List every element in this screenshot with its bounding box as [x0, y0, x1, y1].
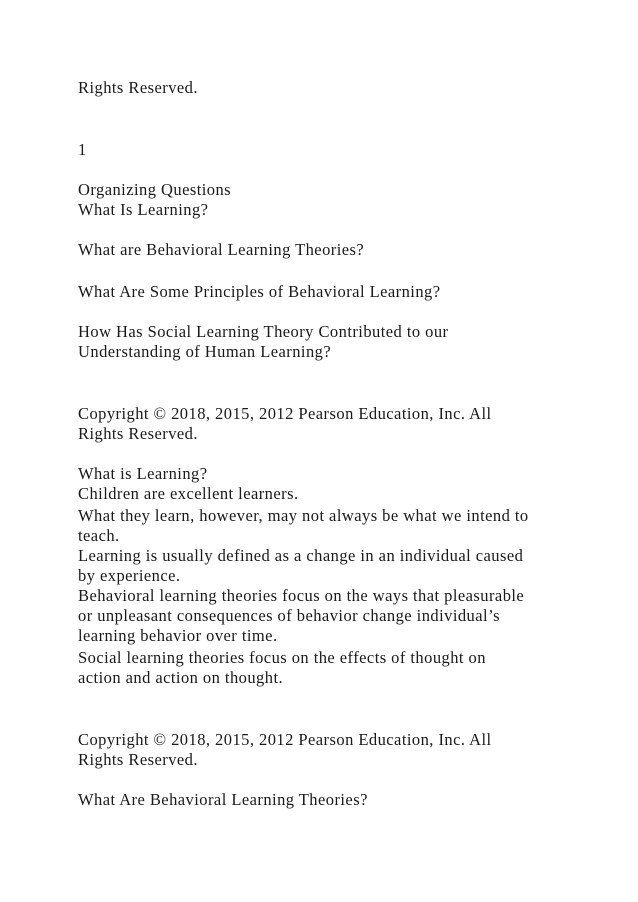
- body-text-line: by experience.: [78, 566, 181, 585]
- body-text-line: or unpleasant consequences of behavior change individual’s: [78, 606, 500, 625]
- copyright-text: Copyright © 2018, 2015, 2012 Pearson Education, Inc. All: [78, 730, 492, 749]
- slide-heading: What Are Behavioral Learning Theories?: [78, 790, 368, 809]
- body-text-line: Children are excellent learners.: [78, 484, 299, 503]
- body-text-line: action and action on thought.: [78, 668, 284, 687]
- rights-reserved-text: Rights Reserved.: [78, 424, 198, 443]
- body-text-line: What they learn, however, may not always be what we intend to: [78, 506, 529, 525]
- slide-heading: Organizing Questions: [78, 180, 232, 199]
- body-text-line: Behavioral learning theories focus on the ways that pleasurable: [78, 586, 525, 605]
- body-text-line: learning behavior over time.: [78, 626, 278, 645]
- body-text-line: Learning is usually defined as a change in an individual caused: [78, 546, 524, 565]
- question-line: Understanding of Human Learning?: [78, 342, 332, 361]
- rights-reserved-text: Rights Reserved.: [78, 750, 198, 769]
- copyright-text: Copyright © 2018, 2015, 2012 Pearson Education, Inc. All: [78, 404, 492, 423]
- body-text-line: teach.: [78, 526, 120, 545]
- question-line: What Is Learning?: [78, 200, 209, 219]
- slide-number: 1: [78, 140, 87, 159]
- slide-heading: What is Learning?: [78, 464, 208, 483]
- body-text-line: Social learning theories focus on the effects of thought on: [78, 648, 486, 667]
- question-line: What Are Some Principles of Behavioral Learning?: [78, 282, 441, 301]
- question-line: What are Behavioral Learning Theories?: [78, 240, 365, 259]
- question-line: How Has Social Learning Theory Contributed to our: [78, 322, 449, 341]
- rights-reserved-text: Rights Reserved.: [78, 78, 198, 97]
